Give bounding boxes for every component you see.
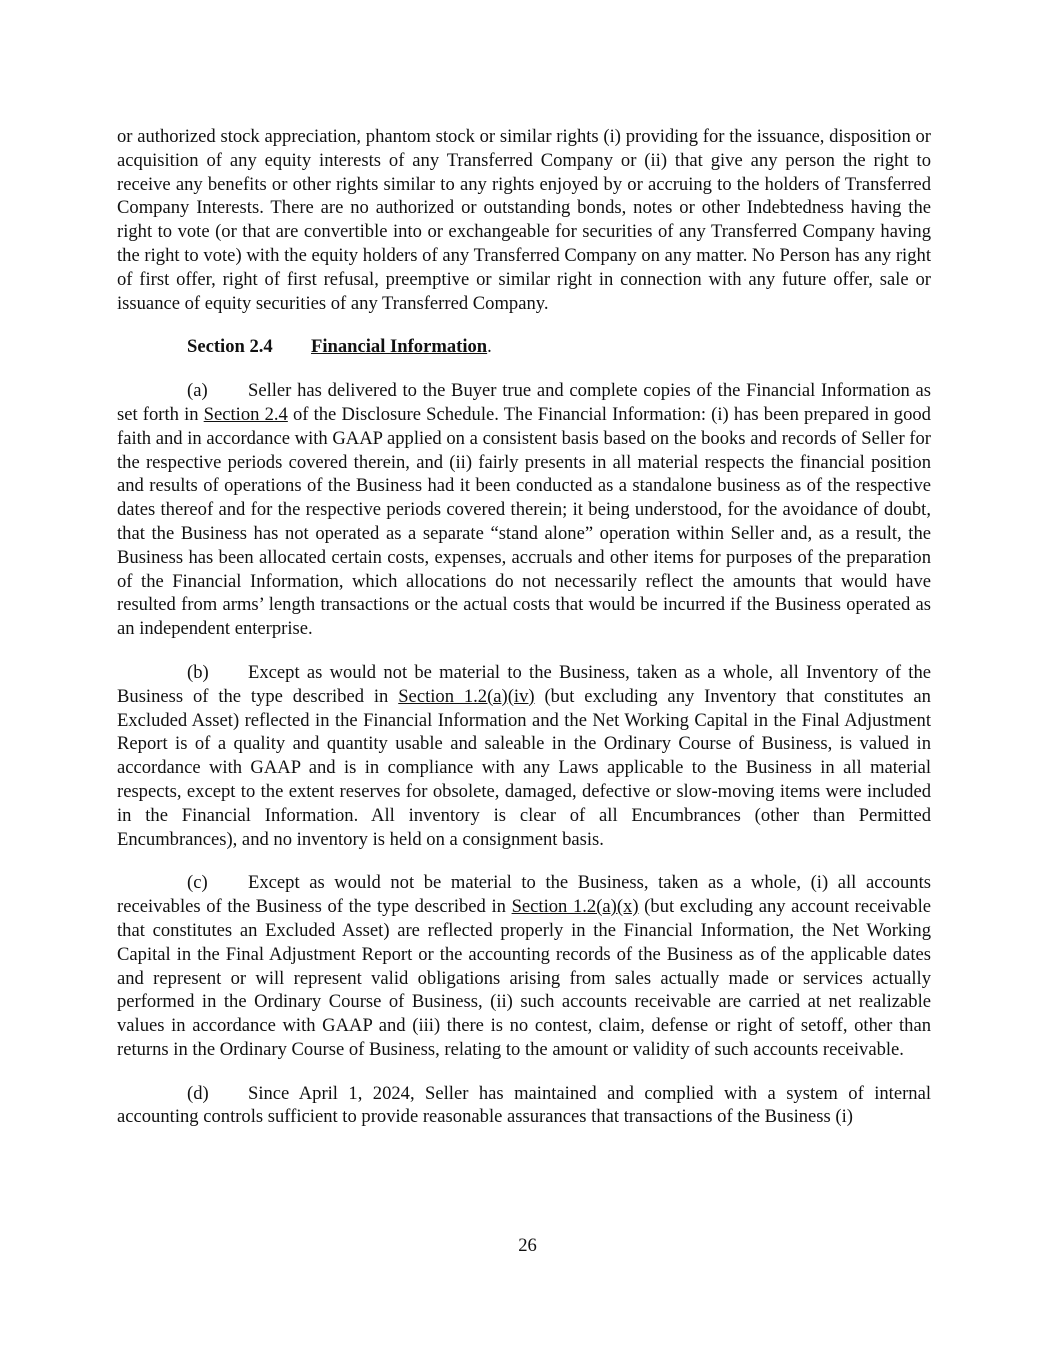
page-number: 26 xyxy=(518,1235,537,1256)
paragraph-c xyxy=(117,871,931,1061)
paragraph-d-label: (d) xyxy=(187,1082,209,1104)
paragraph-a-label: (a) xyxy=(187,380,208,402)
paragraph-c-text-1: Except as would not be material to the Business, taken as a whole, (i) all accounts receivables of the Business of the type described in xyxy=(117,872,931,918)
section-heading xyxy=(117,335,931,359)
paragraph-c-text-2: (but excluding any account receivable that constitutes an Excluded Asset) are reflected properly in the Financial Information, the Net Working Capital in the Final Adjustment Report or the accounting records of the Business as of the applicable dates and represent or will represent valid obligations arising from sales actually made or services actually performed in the Ordinary Course of Business, (ii) such accounts receivable are carried at net realizable values in accordance with GAAP and (iii) there is no contest, claim, defense or right of setoff, other than returns in the Ordinary Course of Business, relating to the amount or validity of such accounts receivable. xyxy=(117,896,932,1060)
paragraph-b xyxy=(117,661,931,851)
paragraph-d xyxy=(117,1082,931,1130)
document-page xyxy=(117,125,931,1149)
paragraph-b-section-ref: Section 1.2(a)(iv) xyxy=(398,685,535,707)
paragraph-a xyxy=(117,379,931,641)
paragraph-b-text-2: (but excluding any Inventory that constitutes an Excluded Asset) reflected in the Financial Information and the Net Working Capital in the Final Adjustment Report is of a quality and quantity usable and saleable in the Ordinary Course of Business, is valued in accordance with GAAP and is in compliance with any Laws applicable to the Business in all material respects, except to the extent reserves for obsolete, damaged, defective or slow-moving items were included in the Financial Information. All inventory is clear of all Encumbrances (other than Permitted Encumbrances), and no inventory is held on a consignment basis. xyxy=(117,685,931,850)
paragraph-a-section-ref: Section 2.4 xyxy=(203,403,288,425)
paragraph-c-section-ref: Section 1.2(a)(x) xyxy=(511,896,639,918)
paragraph-a-text-1: Seller has delivered to the Buyer true and complete copies of the Financial Information as set forth in xyxy=(117,380,931,425)
section-title-period: . xyxy=(487,336,492,358)
paragraph-b-text-1: Except as would not be material to the Business, taken as a whole, all Inventory of the Business of the type described in xyxy=(117,661,931,707)
paragraph-d-text-1: Since April 1, 2024, Seller has maintained and complied with a system of internal accounting controls sufficient to provide reasonable assurances that transactions of the Business (i) xyxy=(117,1082,931,1128)
paragraph-c-label: (c) xyxy=(187,872,208,894)
section-number: Section 2.4 xyxy=(187,336,273,358)
paragraph-a-text-2: of the Disclosure Schedule. The Financial Information: (i) has been prepared in good faith and in accordance with GAAP applied on a consistent basis based on the books and records of Seller for the respective periods covered therein, and (ii) fairly presents in all material respects the financial position and results of operations of the Business had it been conducted as a standalone business as of the respective dates thereof and for the respective periods covered therein; it being understood, for the avoidance of doubt, that the Business has not operated as a separate “stand alone” operation within Seller and, as a result, the Business has been allocated certain costs, expenses, accruals and other items for purposes of the preparation of the Financial Information, which allocations do not necessarily reflect the amounts that would have resulted from arms’ length transactions or the actual costs that would be incurred if the Business operated as an independent enterprise. xyxy=(117,403,931,640)
intro-paragraph: or authorized stock appreciation, phantom stock or similar rights (i) providing for the issuance, disposition or acquisition of any equity interests of any Transferred Company or (ii) that give any person the right to receive any benefits or other rights similar to any rights enjoyed by or accruing to the holders of Transferred Company Interests. There are no authorized or outstanding bonds, notes or other Indebtedness having the right to vote (or that are convertible into or exchangeable for securities of any Transferred Company having the right to vote) with the equity holders of any Transferred Company on any matter. No Person has any right of first offer, right of first refusal, preemptive or similar right in connection with any future offer, sale or issuance of equity securities of any Transferred Company. xyxy=(117,126,931,314)
section-title: Financial Information xyxy=(311,336,488,358)
paragraph-b-label: (b) xyxy=(187,661,209,683)
